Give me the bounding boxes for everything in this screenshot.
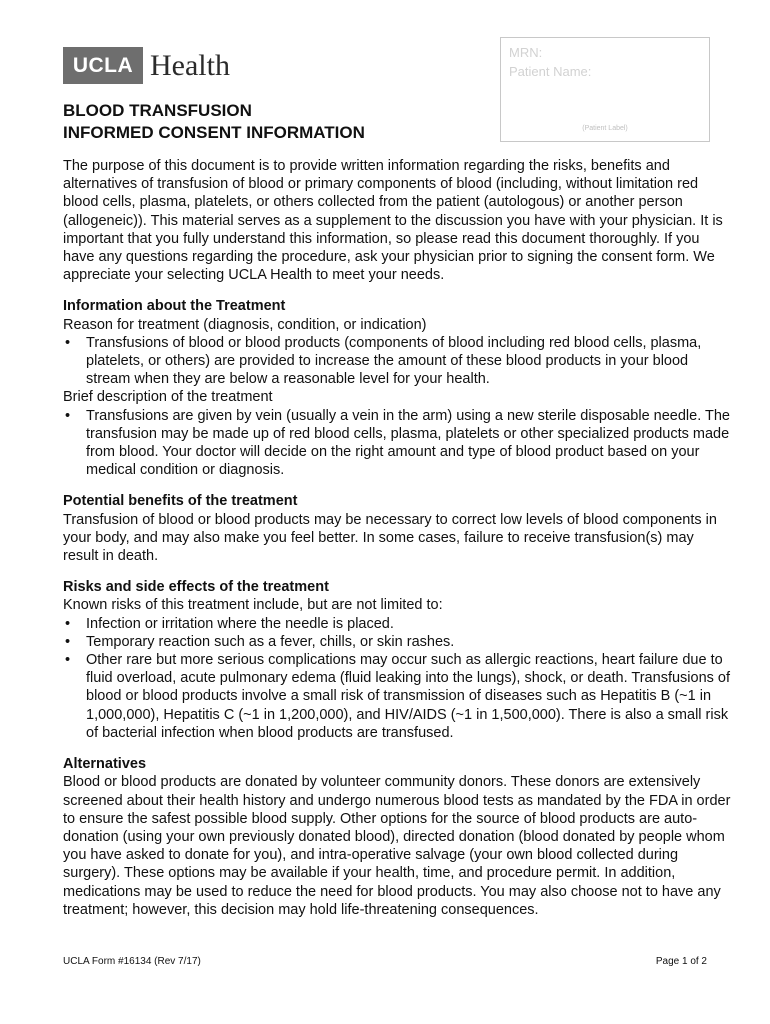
page-footer (63, 956, 707, 967)
page-number: Page 1 of 2 (655, 956, 707, 967)
title-line-2: INFORMED CONSENT INFORMATION (63, 123, 365, 142)
benefits-heading: Potential benefits of the treatment (63, 493, 298, 510)
risks-intro: Known risks of this treatment include, but are not limited to: (63, 597, 443, 614)
title-line-1: BLOOD TRANSFUSION (63, 101, 252, 120)
list-item: • Transfusions of blood or blood products (components of blood including red blood cells, plasma, platelets, or others) are provided to increase the amount of these blood products in your blood stream when they are below a reasonable level for your health. (63, 334, 731, 389)
alternatives-heading: Alternatives (63, 756, 147, 773)
reason-label: Reason for treatment (diagnosis, condition, or indication) (63, 316, 427, 333)
logo-word: Health (150, 48, 230, 82)
document-body (63, 157, 731, 919)
risks-list (63, 615, 731, 742)
patient-label-box (500, 37, 710, 142)
list-item: • Temporary reaction such as a fever, chills, or skin rashes. (63, 633, 731, 651)
patient-name-label: Patient Name: (509, 64, 592, 79)
mrn-label: MRN: (509, 45, 543, 60)
ucla-health-logo (63, 47, 230, 84)
treatment-section (63, 297, 731, 479)
logo-mark: UCLA (63, 47, 143, 84)
reason-list (63, 334, 731, 389)
list-item: • Transfusions are given by vein (usually a vein in the arm) using a new sterile disposable needle. The transfusion may be made up of red blood cells, plasma, platelets or other specialized products made from blood. Your doctor will decide on the right amount and type of blood product based on your medical condition or diagnosis. (63, 407, 731, 480)
list-item: • Infection or irritation where the needle is placed. (63, 615, 731, 633)
benefits-text: Transfusion of blood or blood products may be necessary to correct low levels of blood components in your body, and may also make you feel better. In some cases, failure to receive transfusion(s) may result in death. (63, 511, 717, 565)
treatment-heading: Information about the Treatment (63, 298, 286, 315)
risks-heading: Risks and side effects of the treatment (63, 579, 329, 596)
benefits-section (63, 492, 731, 565)
risks-section (63, 578, 731, 742)
alternatives-section (63, 755, 731, 919)
list-item: • Other rare but more serious complications may occur such as allergic reactions, heart failure due to fluid overload, acute pulmonary edema (fluid leaking into the lungs), shock, or death. Transfusions of blood or blood products involve a small risk of transmission of diseases such as Hepatitis B (~1 in 1,000,000), Hepatitis C (~1 in 1,200,000), and HIV/AIDS (~1 in 1,500,000). There is also a small risk of bacterial infection when blood products are transfused. (63, 651, 731, 742)
document-title (63, 100, 365, 144)
form-number: UCLA Form #16134 (Rev 7/17) (63, 956, 201, 967)
brief-description-list (63, 407, 731, 480)
intro-paragraph: The purpose of this document is to provide written information regarding the risks, benefits and alternatives of transfusion of blood or primary components of blood (including, without limitation red blood cells, plasma, platelets, or others collected from the patient (autologous) or another person (allogeneic)). This material serves as a supplement to the discussion you have with your physician. It is important that you fully understand this information, so please read this document thoroughly. If you have any questions regarding the procedure, ask your physician prior to signing the consent form. We appreciate your selecting UCLA Health to meet your needs. (63, 158, 723, 284)
brief-description-label: Brief description of the treatment (63, 389, 273, 406)
alternatives-text: Blood or blood products are donated by volunteer community donors. These donors are extensively screened about their health history and undergo numerous blood tests as mandated by the FDA in order to ensure the safest possible blood supply. Other options for the source of blood products are auto-donation (using your own previously donated blood), directed donation (blood donated by people whom you have asked to donate for you), and intra-operative salvage (your own blood collected during surgery). These options may be available if your health, time, and procedure permit. In addition, medications may be used to reduce the need for blood products. You may also choose not to have any treatment; however, this decision may hold life-threatening consequences. (63, 774, 731, 918)
patient-label-caption: (Patient Label) (582, 125, 628, 132)
